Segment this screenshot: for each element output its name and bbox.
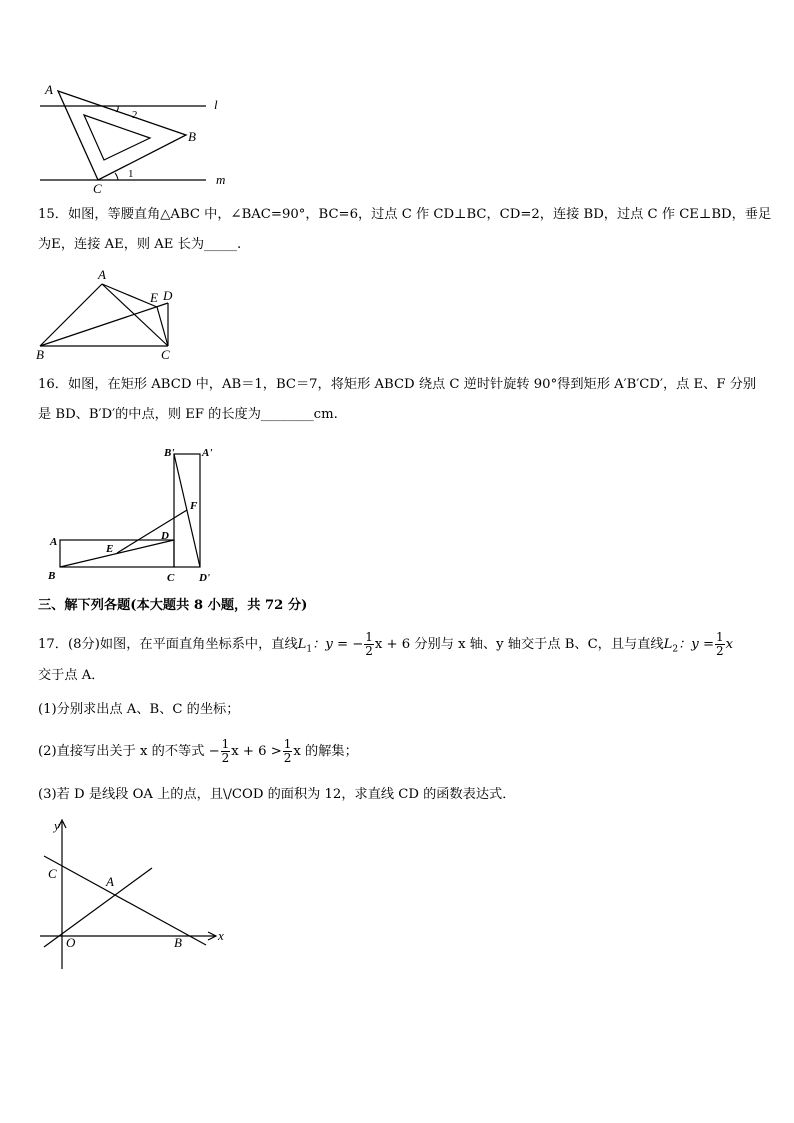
label-2: 2	[132, 109, 138, 121]
label-m: m	[216, 172, 226, 187]
q15-label-C: C	[161, 347, 170, 362]
q17-part2: (2)直接写出关于 x 的不等式 − $\frac{1}{2}$ x + 6 > $\frac{1}{2}$ x 的解集；	[38, 737, 358, 765]
label-x: x	[218, 928, 224, 943]
q16-label-B-prime: B'	[164, 447, 175, 459]
q17-L1: L	[297, 637, 307, 652]
q17-end: x	[725, 637, 734, 652]
q17-intro: 17．(8分)如图，在平面直角坐标系中，直线	[38, 637, 298, 652]
q16-label-B: B	[48, 570, 56, 582]
q14-figure	[36, 78, 236, 196]
q16-line1: 16．如图，在矩形 ABCD 中，AB＝1，BC＝7，将矩形 ABCD 绕点 C 逆时针旋转 90°得到矩形 A′B′CD′，点 E、F 分别	[38, 377, 757, 392]
q16-label-C: C	[167, 572, 175, 584]
q16-line2: 是 BD、B′D′的中点，则 EF 的长度为________cm.	[38, 407, 338, 422]
q15-line1: 15．如图，等腰直角△ABC 中，∠BAC=90°，BC=6，过点 C 作 CD⊥BC，CD=2，连接 BD，过点 C 作 CE⊥BD，垂足	[38, 207, 772, 222]
q16-label-F: F	[190, 500, 198, 512]
q15-figure	[32, 264, 182, 362]
line-L2	[44, 868, 152, 947]
q17-after: x + 6 分别与 x 轴、y 轴交于点 B、C，且与直线	[374, 637, 664, 652]
q16-label-D: D	[161, 530, 169, 542]
line-L1	[44, 856, 206, 945]
q17-line2: 交于点 A．	[38, 668, 105, 683]
label-1: 1	[128, 168, 134, 180]
outer-triangle	[58, 91, 186, 180]
q17-frac2: $\frac{1}{2}$	[716, 630, 724, 658]
q17-eq1: ：y = −	[312, 637, 364, 652]
q17-part3: (3)若 D 是线段 OA 上的点，且\/COD 的面积为 12，求直线 CD 的函数表达式．	[38, 787, 516, 802]
q17-coordinate-figure	[34, 816, 234, 976]
q17-frac1: $\frac{1}{2}$	[365, 630, 373, 658]
label-A: A	[106, 874, 114, 889]
q15-label-A: A	[98, 267, 106, 282]
label-y: y	[54, 818, 60, 833]
label-B: B	[188, 129, 196, 144]
q16-label-A-prime: A'	[202, 447, 213, 459]
q15-label-B: B	[36, 347, 44, 362]
q16-label-A: A	[50, 536, 58, 548]
inner-triangle	[84, 115, 150, 160]
label-l: l	[214, 97, 218, 112]
label-C: C	[48, 866, 57, 881]
label-O: O	[66, 935, 76, 950]
q17-L2-sub: 2	[672, 644, 679, 655]
q17-eq2: ：y =	[678, 637, 715, 652]
q17-line1	[38, 625, 733, 665]
q16-figure	[44, 442, 224, 588]
label-C: C	[93, 181, 102, 196]
q16-label-D-prime: D'	[199, 572, 210, 584]
q17-L2: L	[663, 637, 673, 652]
q17-part1: (1)分别求出点 A、B、C 的坐标；	[38, 702, 240, 717]
label-B: B	[174, 935, 182, 950]
section-3-title: 三、解下列各题(本大题共 8 小题，共 72 分)	[38, 598, 308, 613]
angle1-arc	[115, 173, 118, 180]
q15-label-D: D	[163, 288, 173, 303]
q15-label-E: E	[150, 290, 158, 305]
q16-label-E: E	[106, 543, 114, 555]
label-A: A	[45, 82, 53, 97]
q17-L1-sub: 1	[306, 644, 313, 655]
q15-line2: 为E，连接 AE，则 AE 长为_____.	[38, 237, 242, 252]
